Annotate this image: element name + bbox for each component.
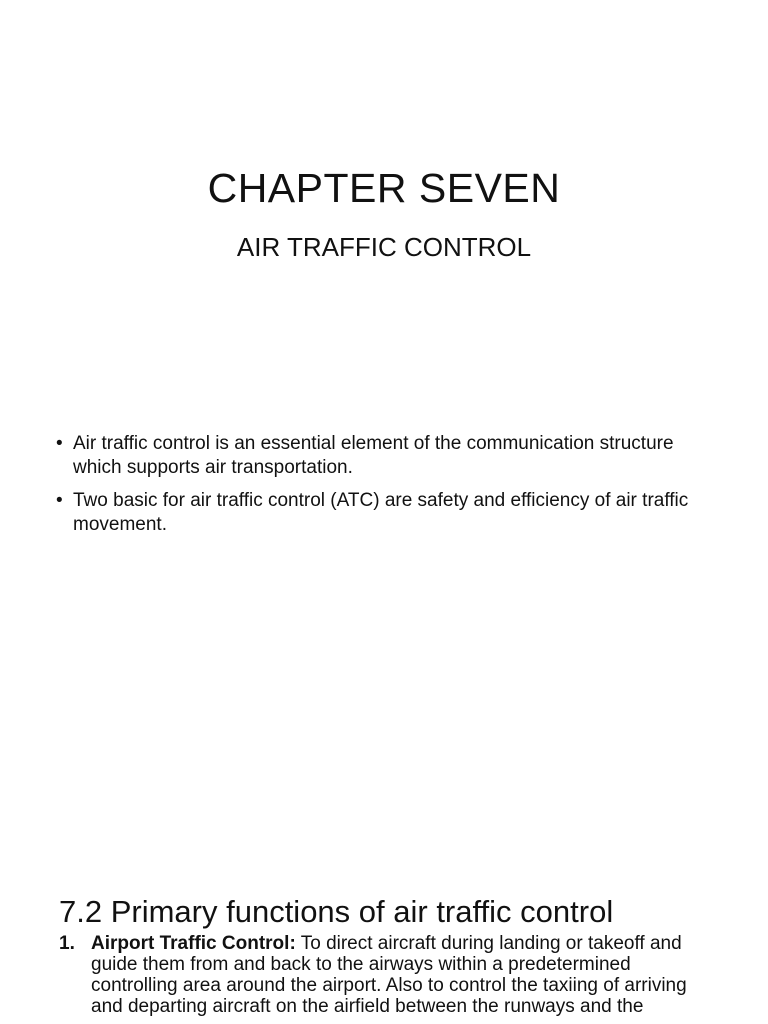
title-slide bbox=[0, 0, 768, 330]
bullet-text: Two basic for air traffic control (ATC) are safety and efficiency of air traffic movement. bbox=[73, 490, 689, 535]
bullet-item bbox=[56, 489, 726, 537]
list-number: 1. bbox=[59, 933, 75, 954]
numbered-list bbox=[59, 933, 719, 1017]
bullet-list bbox=[56, 432, 726, 546]
bullet-text: Air traffic control is an essential element of the communication structure which supports air transportation. bbox=[73, 433, 674, 478]
bullet-item bbox=[56, 432, 726, 480]
functions-slide bbox=[0, 880, 768, 1024]
chapter-title: CHAPTER SEVEN bbox=[207, 165, 561, 211]
list-item bbox=[59, 933, 719, 1017]
list-item-text: To direct aircraft during landing or takeoff and guide them from and back to the airways within a predetermined controlling area around the airport. Also to control the taxiing of arriving and departing aircraft on the airfield between the runways and the bbox=[91, 933, 687, 1017]
bullet-marker: • bbox=[56, 433, 63, 454]
section-heading: 7.2 Primary functions of air traffic control bbox=[59, 894, 614, 929]
list-item-term: Airport Traffic Control: bbox=[91, 933, 296, 954]
chapter-subtitle: AIR TRAFFIC CONTROL bbox=[236, 232, 532, 262]
intro-slide bbox=[0, 420, 768, 840]
bullet-marker: • bbox=[56, 490, 63, 511]
